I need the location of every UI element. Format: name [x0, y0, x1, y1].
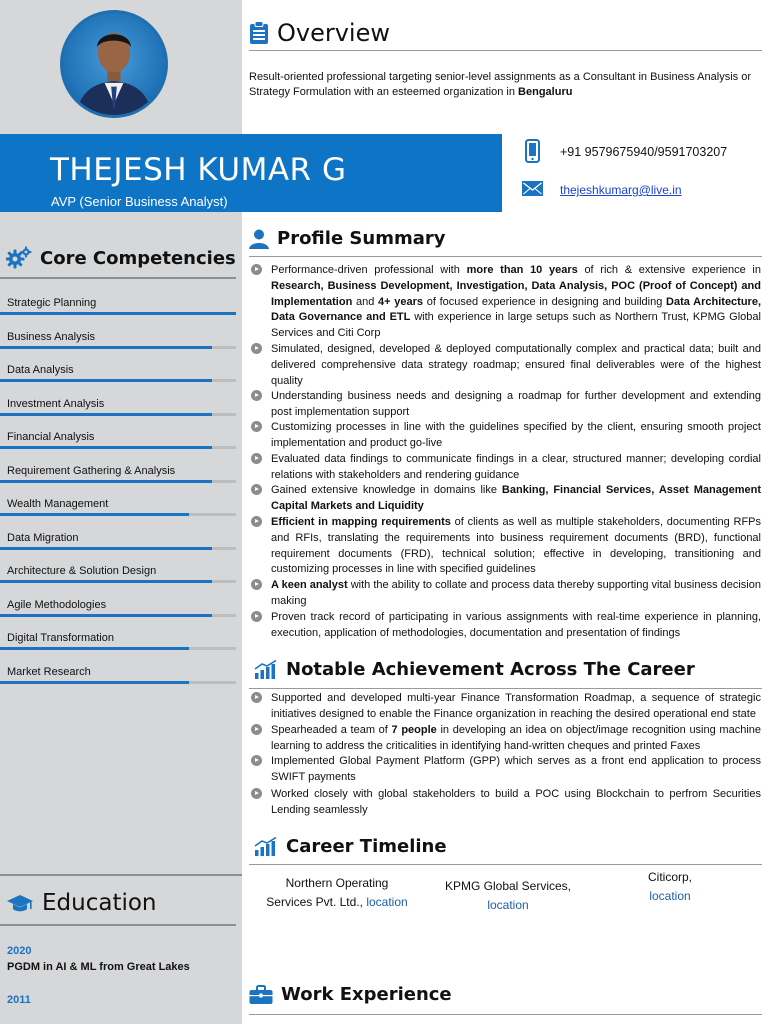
overview-text: [249, 70, 761, 100]
competency-level-fill: [0, 346, 212, 349]
competency-label: Data Migration: [7, 531, 79, 544]
divider: [249, 864, 762, 865]
competency-item: [7, 666, 235, 678]
bullet-arrow-icon: [251, 692, 262, 703]
bullet-arrow-icon: [251, 579, 262, 590]
competency-level-fill: [0, 413, 212, 416]
competency-item: [7, 465, 235, 477]
gears-icon: [6, 246, 32, 270]
profile-summary-label: Profile Summary: [277, 228, 446, 249]
timeline-company: Northern Operating: [285, 876, 389, 890]
summary-bullet: [249, 483, 761, 515]
profile-photo: [60, 10, 168, 118]
competency-bar: [0, 647, 236, 650]
document-list-icon: [249, 21, 269, 45]
divider: [0, 874, 242, 876]
bullet-arrow-icon: [251, 453, 262, 464]
bullet-arrow-icon: [251, 516, 262, 527]
achievement-bullet: [249, 723, 761, 755]
competency-label: Investment Analysis: [7, 397, 105, 410]
education-year: 2011: [7, 994, 31, 1006]
timeline-company: Services Pvt. Ltd.,: [266, 895, 367, 909]
competency-level-fill: [0, 312, 236, 315]
bullet-text: Performance-driven professional with more than 10 years of rich & extensive experience in Research, Business Development, Investigation, Data Analysis, POC (Proof of Concept) and Implementation and 4+ years of focused experience in designing and building Data Architecture, Data Governance and ETL with experience in large setups such as Northern Trust, KPMG Global Services and Citi Corp: [271, 264, 762, 340]
competency-bar: [0, 446, 236, 449]
person-icon: [249, 229, 269, 249]
divider: [0, 924, 236, 926]
graduation-cap-icon: [6, 892, 34, 914]
competency-label: Financial Analysis: [7, 431, 95, 443]
competency-item: [7, 431, 235, 443]
bullet-arrow-icon: [251, 264, 262, 275]
bullet-text: Efficient in mapping requirements of clients as well as multiple stakeholders, documenting RFPs and RFIs, translating the requirements into business requirement documents (BRD), functional requirement documents (FRD), technical solution; effective in developing, transitioning and customizing processes in line with specified guidelines: [271, 516, 762, 576]
divider: [249, 1014, 762, 1015]
core-competencies-heading: [6, 246, 236, 270]
bullet-arrow-icon: [251, 484, 262, 495]
bullet-arrow-icon: [251, 390, 262, 401]
divider: [249, 50, 762, 51]
education-degree: PGDM in AI & ML from Great Lakes: [7, 961, 190, 973]
divider: [0, 277, 236, 279]
timeline-company: KPMG Global Services,: [444, 879, 572, 893]
email-link[interactable]: thejeshkumarg@live.in: [560, 183, 682, 197]
phone-number: +91 9579675940/9591703207: [560, 145, 728, 159]
competency-level-fill: [0, 513, 189, 516]
achievement-bullet: [249, 787, 761, 819]
summary-bullet: [249, 389, 761, 421]
competency-item: [7, 498, 235, 510]
competency-item: [7, 398, 235, 410]
achievement-bullet: [249, 754, 761, 786]
education-year: 2020: [7, 945, 32, 957]
overview-body: Result-oriented professional targeting senior-level assignments as a Consultant in Business Analysis or Strategy Formulation with an esteemed organization in: [249, 71, 751, 98]
summary-bullet: [249, 342, 761, 389]
competency-level-fill: [0, 480, 212, 483]
competency-bar: [0, 312, 236, 315]
competency-label: Strategic Planning: [7, 297, 97, 309]
achievement-bullet: [249, 691, 761, 723]
competency-level-fill: [0, 446, 212, 449]
overview-heading: [249, 19, 390, 47]
bullet-arrow-icon: [251, 343, 262, 354]
competency-bar: [0, 413, 236, 416]
achievements-label: Notable Achievement Across The Career: [286, 659, 695, 680]
competency-bar: [0, 480, 236, 483]
competency-item: [7, 632, 235, 644]
briefcase-icon: [249, 985, 273, 1005]
education-label: Education: [42, 890, 157, 916]
competency-item: [7, 364, 235, 376]
summary-bullet: [249, 263, 761, 342]
summary-bullet: [249, 452, 761, 484]
overview-location: Bengaluru: [518, 86, 573, 98]
bullet-text: Supported and developed multi-year Finance Transformation Roadmap, a sequence of strategic initiatives designed to enable the Finance organization in reaching the desired operational end state: [271, 692, 761, 720]
competency-label: Requirement Gathering & Analysis: [7, 464, 176, 477]
competency-label: Architecture & Solution Design: [7, 565, 157, 577]
education-heading: [6, 890, 157, 916]
bar-chart-icon: [254, 837, 278, 857]
timeline-location: location: [366, 895, 408, 909]
competency-bar: [0, 580, 236, 583]
timeline-entry: [600, 868, 740, 906]
summary-bullet: [249, 578, 761, 610]
divider: [249, 688, 762, 689]
competency-bar: [0, 346, 236, 349]
bullet-arrow-icon: [251, 724, 262, 735]
competency-level-fill: [0, 647, 189, 650]
career-timeline-heading: [254, 836, 447, 857]
competency-bar: [0, 513, 236, 516]
summary-bullet: [249, 515, 761, 578]
bullet-arrow-icon: [251, 755, 262, 766]
competency-level-fill: [0, 580, 212, 583]
bullet-text: Spearheaded a team of 7 people in developing an idea on object/image recognition using machine learning to address the criticalities in identifying hand-written cheques and printed Faxes: [271, 724, 761, 752]
competency-label: Market Research: [7, 665, 91, 678]
competency-label: Agile Methodologies: [7, 598, 107, 611]
competency-item: [7, 599, 235, 611]
competency-bar: [0, 614, 236, 617]
bullet-text: Understanding business needs and designing a roadmap for further development and extending post implementation support: [271, 390, 761, 418]
competency-bar: [0, 547, 236, 550]
competency-item: [7, 565, 235, 577]
summary-bullet: [249, 420, 761, 452]
bullet-arrow-icon: [251, 421, 262, 432]
timeline-company: Citicorp,: [647, 870, 692, 884]
competency-label: Digital Transformation: [7, 632, 114, 644]
bullet-text: A keen analyst with the ability to collate and process data thereby supporting vital business decision making: [271, 579, 761, 607]
divider: [249, 256, 762, 257]
bullet-arrow-icon: [251, 788, 262, 799]
competency-level-fill: [0, 614, 212, 617]
bullet-text: Evaluated data findings to communicate findings in a clear, structured manner; developing cordial relations with stakeholders and rendering guidance: [271, 453, 761, 481]
email-icon: [522, 181, 543, 196]
bullet-text: Worked closely with global stakeholders to build a POC using Blockchain to perfrom Securities Lending seamlessly: [271, 788, 761, 816]
bullet-text: Customizing processes in line with the guidelines specified by the client, ensuring smooth project implementation and product go-live: [271, 421, 761, 449]
competency-level-fill: [0, 547, 212, 550]
competency-bar: [0, 681, 236, 684]
competency-level-fill: [0, 681, 189, 684]
timeline-entry: [262, 874, 412, 912]
bullet-text: Simulated, designed, developed & deployed computationally complex and practical data; built and delivered comprehensive data strategy roadmap; ensured final deliverables were of the highest quality: [271, 343, 761, 387]
bullet-arrow-icon: [251, 611, 262, 622]
candidate-name: THEJESH KUMAR G: [50, 152, 347, 188]
competency-label: Business Analysis: [7, 330, 96, 343]
timeline-entry: [433, 877, 583, 915]
timeline-location: location: [487, 898, 529, 912]
competency-level-fill: [0, 379, 212, 382]
achievements-heading: [254, 659, 695, 680]
bullet-text: Proven track record of participating in various assignments with real-time experience in planning, execution, application of methodologies, documentation and presentation of findings: [271, 611, 761, 639]
overview-label: Overview: [277, 19, 390, 47]
work-experience-heading: [249, 984, 452, 1005]
competency-item: [7, 331, 235, 343]
bullet-text: Implemented Global Payment Platform (GPP) which serves as a front end application to process SWIFT payments: [271, 755, 761, 783]
career-timeline-label: Career Timeline: [286, 836, 447, 857]
profile-summary-heading: [249, 228, 445, 249]
timeline-company-line: [262, 893, 412, 912]
phone-icon: [525, 139, 540, 163]
bar-chart-icon: [254, 660, 278, 680]
core-competencies-label: Core Competencies: [40, 247, 236, 269]
competency-bar: [0, 379, 236, 382]
competency-item: [7, 297, 235, 309]
work-experience-label: Work Experience: [281, 984, 452, 1005]
summary-bullet: [249, 610, 761, 642]
competency-item: [7, 532, 235, 544]
competency-label: Wealth Management: [7, 498, 109, 510]
timeline-location: location: [649, 889, 691, 903]
candidate-title: AVP (Senior Business Analyst): [51, 194, 228, 209]
competency-label: Data Analysis: [7, 364, 74, 376]
bullet-text: Gained extensive knowledge in domains like Banking, Financial Services, Asset Management Capital Markets and Liquidity: [271, 484, 761, 512]
